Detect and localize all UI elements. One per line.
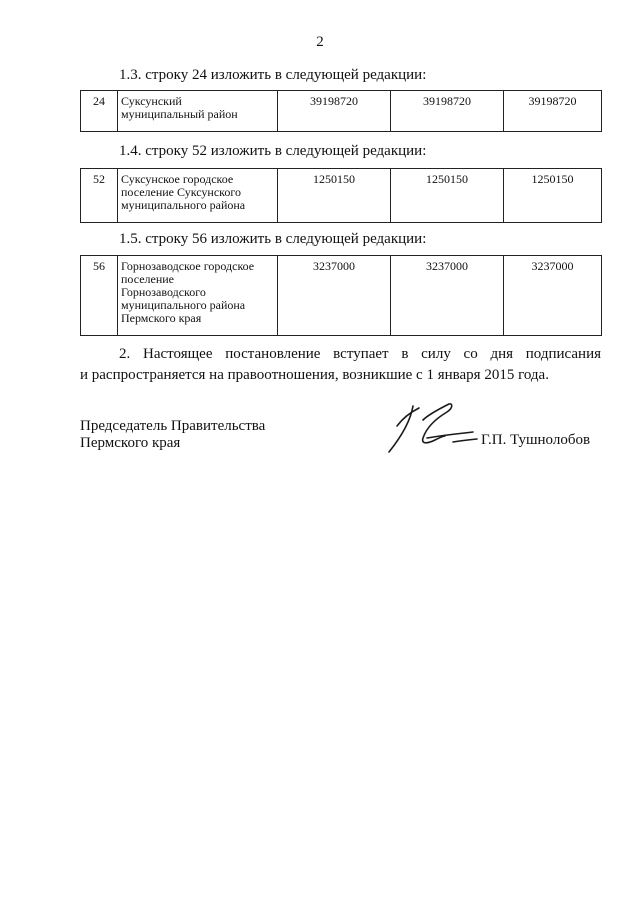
row-name-line: поселение Суксунского: [121, 185, 241, 199]
row-name-line: муниципального района: [121, 298, 246, 312]
amendment-table-row-52: [80, 168, 602, 223]
amendment-table-row-24: [80, 90, 602, 132]
table-row: [81, 91, 602, 132]
paragraph-line: и распространяется на правоотношения, возникшие с 1 января 2015 года.: [80, 367, 549, 383]
row-name-line: Суксунский: [121, 94, 182, 108]
handwritten-signature: [383, 398, 483, 460]
signer-title-line: Пермского края: [80, 435, 181, 451]
row-value-cell: 39198720: [278, 91, 391, 132]
row-value-cell: 1250150: [278, 169, 391, 223]
signer-title: [80, 418, 265, 452]
row-name-line: поселение: [121, 272, 175, 286]
amendment-heading-1-5: 1.5. строку 56 изложить в следующей редакции:: [119, 231, 427, 247]
row-number-cell: 56: [81, 256, 118, 336]
row-value-cell: 3237000: [278, 256, 391, 336]
table-row: [81, 169, 602, 223]
amendment-heading-1-3: 1.3. строку 24 изложить в следующей редакции:: [119, 67, 427, 83]
row-name-line: муниципального района: [121, 198, 246, 212]
row-value-cell: 3237000: [391, 256, 504, 336]
table-row: [81, 256, 602, 336]
amendment-heading-1-4: 1.4. строку 52 изложить в следующей редакции:: [119, 143, 427, 159]
signer-name: Г.П. Тушнолобов: [481, 432, 591, 448]
row-name-line: Горнозаводское городское: [121, 259, 255, 273]
row-name-line: Суксунское городское: [121, 172, 234, 186]
paragraph-2: [80, 344, 601, 386]
row-number-cell: 52: [81, 169, 118, 223]
row-value-cell: 3237000: [504, 256, 602, 336]
row-name-line: муниципальный район: [121, 107, 238, 121]
row-value-cell: 39198720: [391, 91, 504, 132]
row-number-cell: 24: [81, 91, 118, 132]
row-name-cell: [118, 169, 278, 223]
page-number: 2: [316, 34, 324, 50]
row-name-line: Пермского края: [121, 311, 202, 325]
row-value-cell: 1250150: [391, 169, 504, 223]
amendment-table-row-56: [80, 255, 602, 336]
row-name-cell: [118, 91, 278, 132]
row-value-cell: 1250150: [504, 169, 602, 223]
row-name-cell: [118, 256, 278, 336]
signer-title-line: Председатель Правительства: [80, 418, 266, 434]
paragraph-line: 2. Настоящее постановление вступает в силу со дня подписания: [119, 346, 601, 362]
row-name-line: Горнозаводского: [121, 285, 206, 299]
row-value-cell: 39198720: [504, 91, 602, 132]
